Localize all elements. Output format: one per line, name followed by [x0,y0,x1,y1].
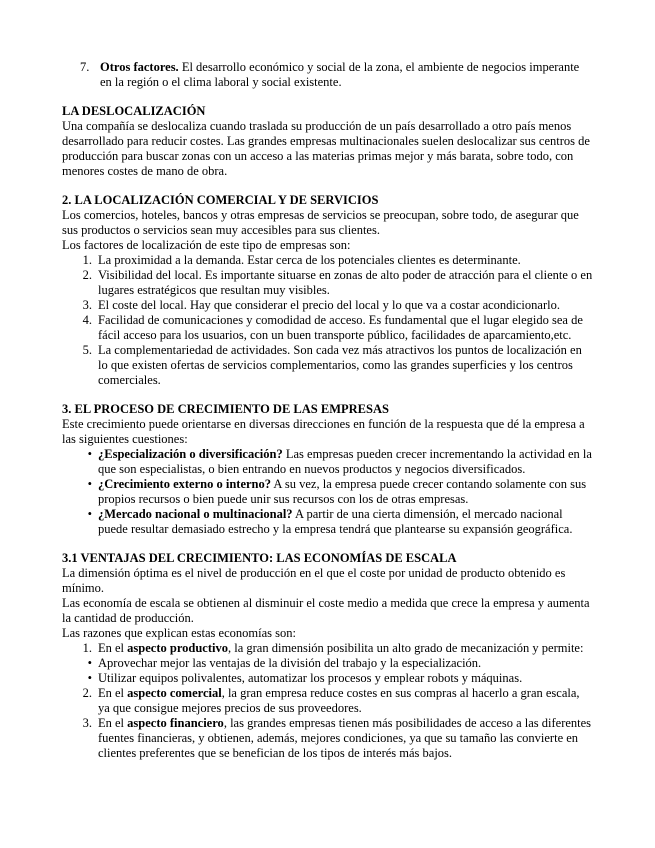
list-item [62,477,594,507]
section-heading: 3.1 VENTAJAS DEL CRECIMIENTO: LAS ECONOMÍAS DE ESCALA [62,551,457,565]
localizacion-list [62,253,594,388]
list-marker: 1. [82,641,92,655]
list-text: En el aspecto comercial, la gran empresa reduce costes en sus compras al hacerlo a gran escala, ya que consigue mejores precios de sus proveedores. [98,686,580,715]
section-heading: 2. LA LOCALIZACIÓN COMERCIAL Y DE SERVICIOS [62,193,379,207]
paragraph: Este crecimiento puede orientarse en diversas direcciones en función de la respuesta que dé la empresa a las siguientes cuestiones: [62,417,585,446]
paragraph: Los factores de localización de este tipo de empresas son: [62,238,351,252]
list-item [62,641,594,656]
list-marker: 3. [82,716,92,730]
list-marker: 7. [80,60,90,74]
paragraph: La dimensión óptima es el nivel de producción en el que el coste por unidad de producto obtenido es mínimo. [62,566,566,595]
list-text: En el aspecto productivo, la gran dimensión posibilita un alto grado de mecanización y permite: [98,641,584,655]
list-text: Visibilidad del local. Es importante situarse en zonas de alto poder de atracción para el cliente o en lugares estratégicos que resultan muy visibles. [98,268,593,297]
list-text: Aprovechar mejor las ventajas de la división del trabajo y la especialización. [98,656,482,670]
list-item [62,268,594,298]
paragraph: Las razones que explican estas economías son: [62,626,296,640]
list-text: ¿Especialización o diversificación? Las empresas pueden crecer incrementando la actividad en la que son especialistas, o bien entrando en nuevos productos y negocios diversificados. [98,447,592,476]
list-item [80,60,594,90]
section-heading: LA DESLOCALIZACIÓN [62,104,206,118]
list-item [62,253,594,268]
list-item [62,447,594,477]
section-crecimiento [62,402,594,537]
bullet-marker: • [87,671,92,685]
list-item [62,656,594,671]
list-text: Facilidad de comunicaciones y comodidad de acceso. Es fundamental que el lugar elegido sea de fácil acceso para los usuarios, con un buen transporte público, facilidades de aparcamiento,etc. [98,313,583,342]
paragraph: Las economía de escala se obtienen al disminuir el coste medio a medida que crece la empresa y aumenta la cantidad de producción. [62,596,590,625]
list-item [62,343,594,388]
list-item [62,507,594,537]
paragraph: Los comercios, hoteles, bancos y otras empresas de servicios se preocupan, sobre todo, de asegurar que sus productos o servicios sean muy accesibles para sus clientes. [62,208,579,237]
list-marker: 2. [82,268,92,282]
bullet-marker: • [87,447,92,461]
list-text: En el aspecto financiero, las grandes empresas tienen más posibilidades de acceso a las diferentes fuentes financieras, y obtienen, además, mejores condiciones, ya que su tamaño las convierte en clientes preferentes que se benefician de los tipos de interés más bajos. [98,716,592,760]
list-text: Otros factores. El desarrollo económico y social de la zona, el ambiente de negocios imperante en la región o el clima laboral y social existente. [100,60,580,89]
section-localizacion [62,193,594,388]
ventajas-list [62,641,594,761]
list-text: ¿Mercado nacional o multinacional? A partir de una cierta dimensión, el mercado nacional puede resultar demasiado estrecho y la empresa tendrá que plantearse su expansión geográfica. [98,507,573,536]
bullet-marker: • [87,656,92,670]
list-text: La proximidad a la demanda. Estar cerca de los potenciales clientes es determinante. [98,253,521,267]
list-marker: 3. [82,298,92,312]
bullet-marker: • [87,477,92,491]
list-item [62,686,594,716]
list-text: El coste del local. Hay que considerar el precio del local y lo que va a costar acondicionarlo. [98,298,560,312]
list-marker: 2. [82,686,92,700]
document-page [62,60,594,761]
list-text: Utilizar equipos polivalentes, automatizar los procesos y emplear robots y máquinas. [98,671,523,685]
list-item [62,716,594,761]
crecimiento-list [62,447,594,537]
list-text: ¿Crecimiento externo o interno? A su vez, la empresa puede crecer contando solamente con sus propios recursos o bien puede unir sus recursos con los de otras empresas. [98,477,587,506]
list-marker: 4. [82,313,92,327]
section-ventajas [62,551,594,761]
list-item [62,313,594,343]
bullet-marker: • [87,507,92,521]
list-item [62,298,594,313]
list-text: La complementariedad de actividades. Son cada vez más atractivos los puntos de localización en lo que existen ofertas de servicios complementarios, como las grandes superficies y los centros comerciales. [98,343,582,387]
paragraph: Una compañía se deslocaliza cuando traslada su producción de un país desarrollado a otro país menos desarrollado para reducir costes. Las grandes empresas multinacionales suelen deslocalizar sus centros de producción para buscar zonas con un acceso a las materias primas mejor y más barata, sobre todo, con menores costes de mano de obra. [62,119,590,178]
section-heading: 3. EL PROCESO DE CRECIMIENTO DE LAS EMPRESAS [62,402,389,416]
list-item [62,671,594,686]
list-marker: 5. [82,343,92,357]
section-deslocalizacion [62,104,594,179]
list-marker: 1. [82,253,92,267]
